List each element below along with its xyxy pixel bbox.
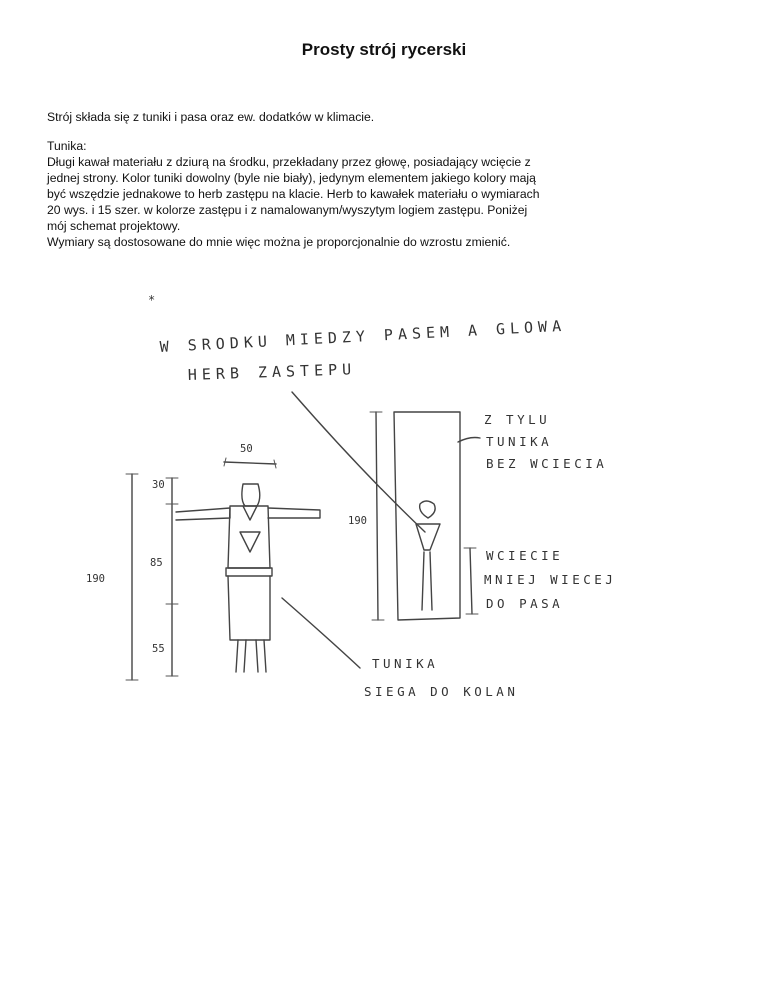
emblem-shield xyxy=(240,532,260,552)
head xyxy=(242,484,260,506)
knees-pointer xyxy=(282,598,360,668)
cut-bracket xyxy=(470,548,472,614)
dim-total-front: 190 xyxy=(86,573,105,585)
note-back-3: BEZ WCIECIA xyxy=(486,456,608,471)
dim-torso: 85 xyxy=(150,557,163,569)
note-emblem: HERB ZASTEPU xyxy=(187,360,357,384)
tunic-line: Długi kawał materiału z dziurą na środku, przekładany przez głowę, posiadający wcięcie z xyxy=(47,155,531,169)
note-knees-2: SIEGA DO KOLAN xyxy=(364,684,519,699)
tunic-line: jednej strony. Kolor tuniki dowolny (byle nie biały), jedynym elementem jakiego kolory mają xyxy=(47,171,536,185)
back-torso xyxy=(416,524,440,550)
note-cut-1: WCIECIE xyxy=(486,548,564,563)
tunic-neck-cut xyxy=(243,506,257,520)
note-cut-2: MNIEJ WIECEJ xyxy=(484,572,617,587)
tunic-front xyxy=(228,506,270,568)
dim-total-back: 190 xyxy=(348,515,367,527)
page-title: Prosty strój rycerski xyxy=(301,40,467,59)
left-arm xyxy=(176,508,230,520)
dim-width: 50 xyxy=(240,443,253,455)
note-back-2: TUNIKA xyxy=(486,434,553,449)
back-note-pointer xyxy=(458,438,480,443)
intro-paragraph: Strój składa się z tuniki i pasa oraz ew. dodatków w klimacie. xyxy=(47,110,375,124)
front-figure xyxy=(176,484,320,672)
note-knees-1: TUNIKA xyxy=(372,656,439,671)
stray-mark: * xyxy=(148,293,156,307)
tunic-back xyxy=(394,412,460,620)
back-legs xyxy=(422,552,432,610)
note-cut-3: DO PASA xyxy=(486,596,564,611)
back-head xyxy=(420,501,435,518)
back-total-dimension-line xyxy=(376,412,378,620)
tunic-line: 20 wys. i 15 szer. w kolorze zastępu i z namalowanym/wyszytym logiem zastępu. Poniżej xyxy=(47,203,528,217)
note-back-1: Z TYLU xyxy=(484,412,551,427)
note-emblem-position: W SRODKU MIEDZY PASEM A GLOWA xyxy=(159,316,567,356)
tunic-line: mój schemat projektowy. xyxy=(47,219,181,233)
width-dimension-line xyxy=(224,462,276,464)
tunic-heading: Tunika: xyxy=(47,139,87,153)
dim-legs: 55 xyxy=(152,643,165,655)
tunic-line: być wszędzie jednakowe to herb zastępu na klacie. Herb to kawałek materiału o wymiarach xyxy=(47,187,540,201)
legs xyxy=(236,640,266,672)
tunic-line: Wymiary są dostosowane do mnie więc można je proporcjonalnie do wzrostu zmienić. xyxy=(47,235,511,249)
back-figure xyxy=(394,412,460,620)
right-arm xyxy=(268,508,320,518)
dim-head: 30 xyxy=(152,479,165,491)
tunic-skirt xyxy=(228,576,270,640)
belt xyxy=(226,568,272,576)
pointer-line xyxy=(292,392,425,532)
